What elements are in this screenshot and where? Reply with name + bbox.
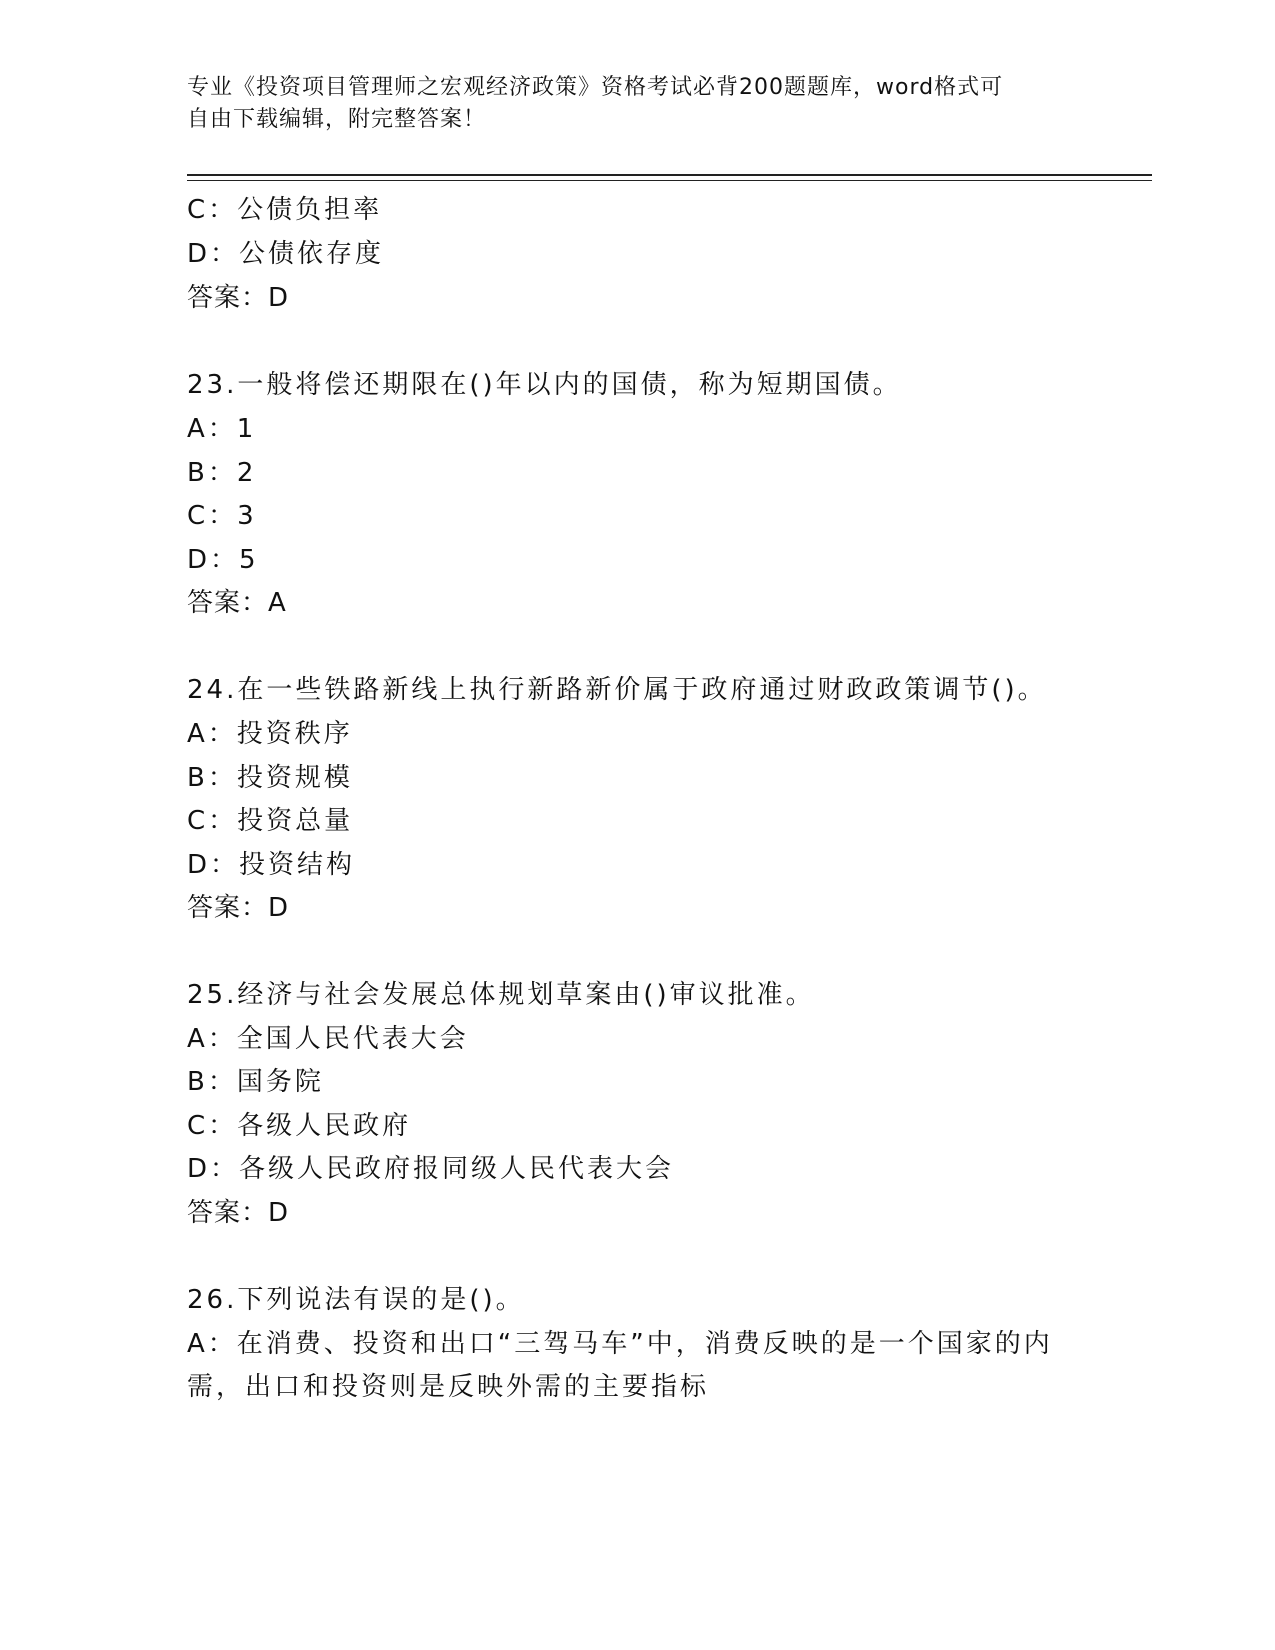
prev-option-d: D：公债依存度 bbox=[187, 239, 385, 269]
q25-option-d: D：各级人民政府报同级人民代表大会 bbox=[187, 1154, 675, 1184]
q25-stem: 25.经济与社会发展总体规划草案由()审议批准。 bbox=[187, 980, 815, 1010]
header-rule-thick bbox=[187, 174, 1152, 176]
q24-option-c: C：投资总量 bbox=[187, 806, 354, 836]
q24-option-a: A：投资秩序 bbox=[187, 719, 353, 749]
q26-stem: 26.下列说法有误的是()。 bbox=[187, 1285, 525, 1315]
prev-answer: 答案：D bbox=[187, 283, 290, 313]
q24-answer: 答案：D bbox=[187, 893, 290, 923]
q25-option-c: C：各级人民政府 bbox=[187, 1111, 412, 1141]
header-line-1: 专业《投资项目管理师之宏观经济政策》资格考试必背200题题库，word格式可 bbox=[187, 75, 1004, 100]
q24-stem: 24.在一些铁路新线上执行新路新价属于政府通过财政政策调节()。 bbox=[187, 675, 1047, 705]
q23-option-d: D：5 bbox=[187, 545, 259, 575]
q23-stem: 23.一般将偿还期限在()年以内的国债，称为短期国债。 bbox=[187, 370, 902, 400]
q23-option-b: B：2 bbox=[187, 458, 257, 488]
q25-option-b: B：国务院 bbox=[187, 1067, 324, 1097]
q23-answer: 答案：A bbox=[187, 588, 287, 618]
prev-option-c: C：公债负担率 bbox=[187, 195, 383, 225]
q25-answer: 答案：D bbox=[187, 1198, 290, 1228]
q23-option-a: A：1 bbox=[187, 414, 257, 444]
q26-option-a-line-2: 需，出口和投资则是反映外需的主要指标 bbox=[187, 1372, 710, 1402]
q25-option-a: A：全国人民代表大会 bbox=[187, 1024, 469, 1054]
header-line-2: 自由下载编辑，附完整答案！ bbox=[187, 107, 487, 132]
q26-option-a-line-1: A：在消费、投资和出口“三驾马车”中，消费反映的是一个国家的内 bbox=[187, 1329, 1053, 1359]
q24-option-d: D：投资结构 bbox=[187, 850, 356, 880]
q24-option-b: B：投资规模 bbox=[187, 763, 353, 793]
document-header bbox=[187, 72, 1067, 136]
q23-option-c: C：3 bbox=[187, 501, 257, 531]
header-rule-thin bbox=[187, 180, 1152, 181]
